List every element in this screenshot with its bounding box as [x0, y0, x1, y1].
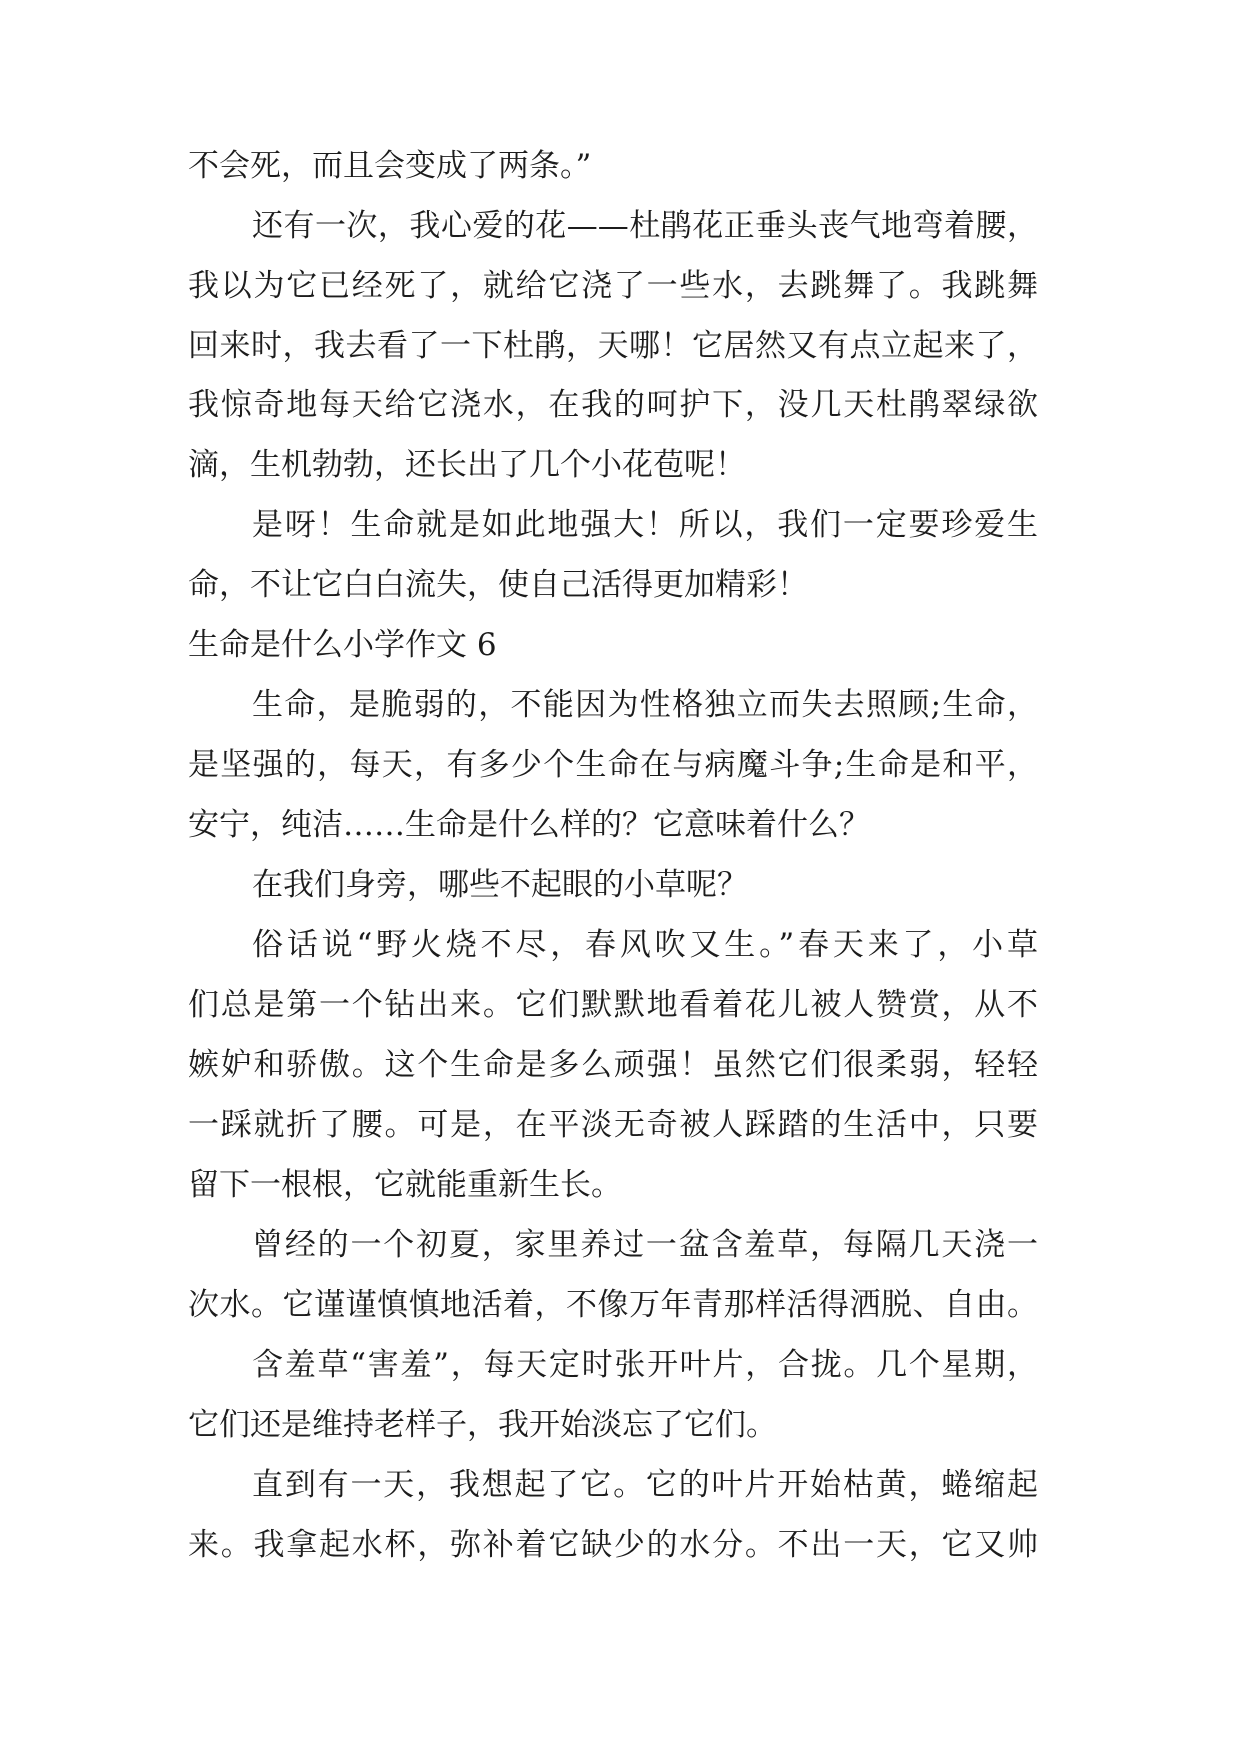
- paragraph-first-line: 还有一次，我心爱的花——杜鹃花正垂头丧气地弯着腰，: [252, 208, 1038, 244]
- text-line: 我惊奇地每天给它浇水，在我的呵护下，没几天杜鹃翠绿欲: [188, 387, 1038, 423]
- text-line: 们总是第一个钻出来。它们默默地看着花儿被人赞赏，从不: [188, 987, 1038, 1023]
- text-line: 次水。它谨谨慎慎地活着，不像万年青那样活得洒脱、自由。: [188, 1287, 1038, 1323]
- text-line: 是坚强的，每天，有多少个生命在与病魔斗争;生命是和平，: [188, 747, 1038, 783]
- paragraph-first-line: 曾经的一个初夏，家里养过一盆含羞草，每隔几天浇一: [252, 1227, 1038, 1263]
- paragraph-first-line: 在我们身旁，哪些不起眼的小草呢？: [252, 867, 748, 903]
- text-line: 我以为它已经死了，就给它浇了一些水，去跳舞了。我跳舞: [188, 268, 1038, 304]
- text-line: 不会死，而且会变成了两条。”: [188, 148, 592, 184]
- paragraph-first-line: 含羞草“害羞”，每天定时张开叶片，合拢。几个星期，: [252, 1347, 1038, 1383]
- text-line: 滴，生机勃勃，还长出了几个小花苞呢！: [188, 447, 746, 483]
- text-line: 命，不让它白白流失，使自己活得更加精彩！: [188, 567, 808, 603]
- text-line: 嫉妒和骄傲。这个生命是多么顽强！虽然它们很柔弱，轻轻: [188, 1047, 1038, 1083]
- text-line: 它们还是维持老样子，我开始淡忘了它们。: [188, 1407, 777, 1443]
- text-line: 来。我拿起水杯，弥补着它缺少的水分。不出一天，它又帅: [188, 1527, 1038, 1563]
- paragraph-first-line: 俗话说“野火烧不尽，春风吹又生。”春天来了，小草: [252, 927, 1038, 963]
- paragraph-first-line: 生命，是脆弱的，不能因为性格独立而失去照顾;生命，: [252, 687, 1038, 723]
- text-line: 一踩就折了腰。可是，在平淡无奇被人踩踏的生活中，只要: [188, 1107, 1038, 1143]
- paragraph-first-line: 直到有一天，我想起了它。它的叶片开始枯黄，蜷缩起: [252, 1467, 1038, 1503]
- paragraph-first-line: 是呀！生命就是如此地强大！所以，我们一定要珍爱生: [252, 507, 1038, 543]
- text-line: 回来时，我去看了一下杜鹃，天哪！它居然又有点立起来了，: [188, 328, 1038, 364]
- text-line: 留下一根根，它就能重新生长。: [188, 1167, 622, 1203]
- section-heading: 生命是什么小学作文 6: [188, 627, 497, 663]
- text-line: 安宁，纯洁……生命是什么样的？它意味着什么？: [188, 807, 870, 843]
